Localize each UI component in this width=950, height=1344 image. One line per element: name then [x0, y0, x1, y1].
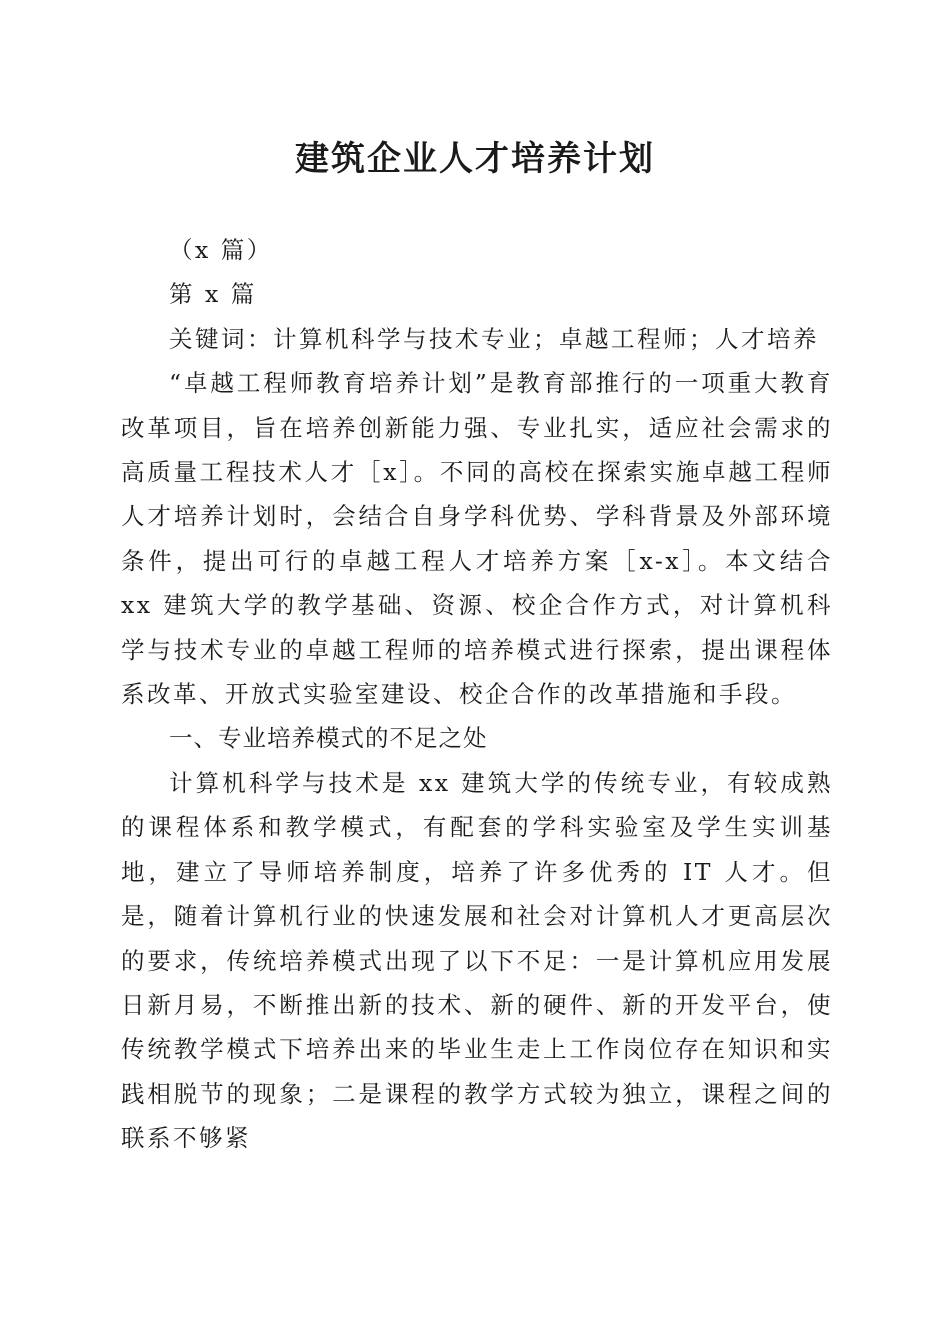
intro-paragraph: “卓越工程师教育培养计划”是教育部推行的一项重大教育改革项目，旨在培养创新能力强、专业扎实，适应社会需求的高质量工程技术人才［x］。不同的高校在探索实施卓越工程师人才培养计划时，会结合自身学科优势、学科背景及外部环境条件，提出可行的卓越工程人才培养方案［x-x］。本文结合 xx 建筑大学的教学基础、资源、校企合作方式，对计算机科学与技术专业的卓越工程师的培养模式进行探索，提出课程体系改革、开放式实验室建设、校企合作的改革措施和手段。 — [121, 369, 833, 709]
document-title: 建筑企业人才培养计划 — [295, 139, 655, 179]
keywords-line: 关键词：计算机科学与技术专业；卓越工程师；人才培养 — [169, 324, 819, 353]
chapter-label: 第 x 篇 — [169, 280, 257, 309]
document-body — [121, 228, 833, 1161]
section-heading: 一、专业培养模式的不足之处 — [169, 724, 488, 753]
section-paragraph: 计算机科学与技术是 xx 建筑大学的传统专业，有较成熟的课程体系和教学模式，有配套的学科实验室及学生实训基地，建立了导师培养制度，培养了许多优秀的 IT 人才。但是，随着计算机行业的快速发展和社会对计算机人才更高层次的要求，传统培养模式出现了以下不足：一是计算机应用发展日新月易，不断推出新的技术、新的硬件、新的开发平台，使传统教学模式下培养出来的毕业生走上工作岗位存在知识和实践相脱节的现象；二是课程的教学方式较为独立，课程之间的联系不够紧 — [121, 768, 833, 1153]
subtitle: （x 篇） — [169, 236, 273, 264]
